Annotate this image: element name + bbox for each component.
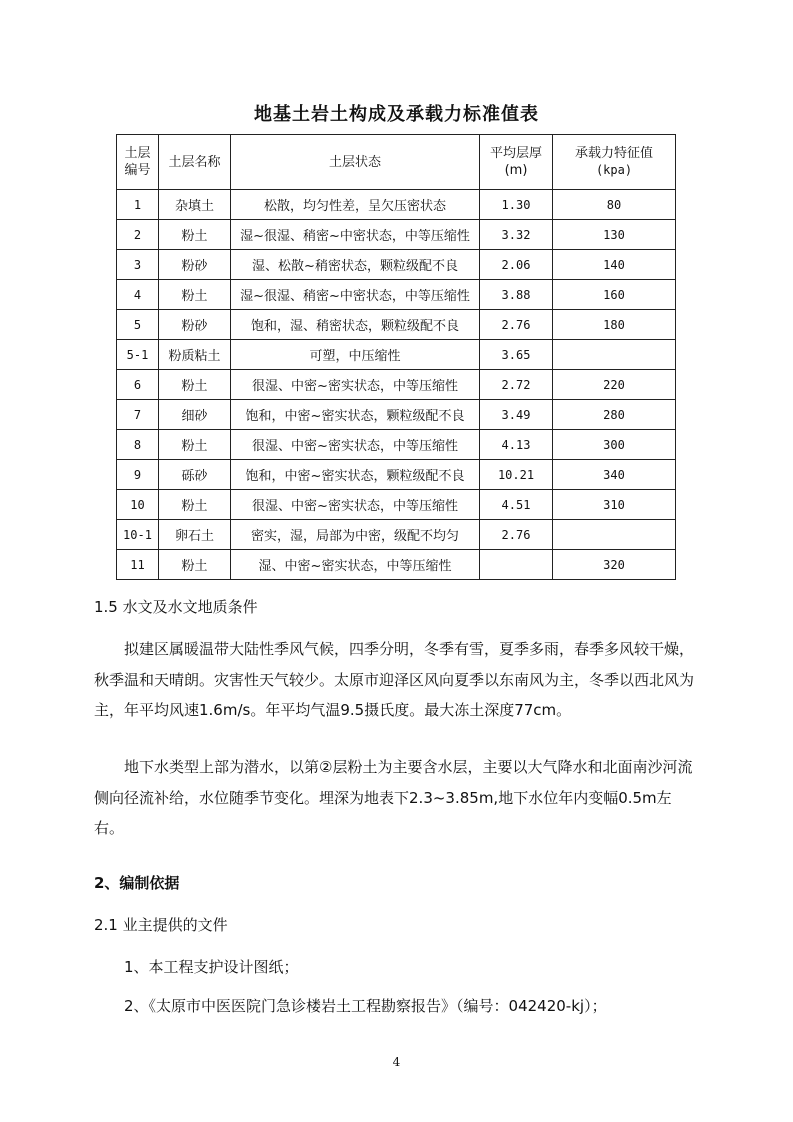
section-1-5-heading: 1.5 水文及水文地质条件 xyxy=(94,598,258,616)
table-row: 5 粉砂 饱和，湿、稍密状态，颗粒级配不良 2.76 180 xyxy=(117,310,676,340)
table-row: 5-1 粉质粘土 可塑，中压缩性 3.65 xyxy=(117,340,676,370)
header-bearing-capacity: 承载力特征值 (kpa) xyxy=(553,135,676,190)
table-row: 3 粉砂 湿、松散~稍密状态，颗粒级配不良 2.06 140 xyxy=(117,250,676,280)
soil-properties-table xyxy=(116,134,676,580)
reference-item-1: 1、本工程支护设计图纸； xyxy=(124,958,299,976)
table-row: 9 砾砂 饱和，中密~密实状态，颗粒级配不良 10.21 340 xyxy=(117,460,676,490)
table-title: 地基土岩土构成及承载力标准值表 xyxy=(254,104,539,125)
table-row: 1 杂填土 松散，均匀性差，呈欠压密状态 1.30 80 xyxy=(117,190,676,220)
table-row: 8 粉土 很湿、中密~密实状态，中等压缩性 4.13 300 xyxy=(117,430,676,460)
table-row: 2 粉土 湿~很湿、稍密~中密状态，中等压缩性 3.32 130 xyxy=(117,220,676,250)
table-header-row xyxy=(117,135,676,190)
header-layer-name: 土层名称 xyxy=(159,135,231,190)
page-number: 4 xyxy=(392,1055,401,1069)
reference-item-2: 2、《太原市中医医院门急诊楼岩土工程勘察报告》（编号：042420-kj）； xyxy=(124,997,607,1015)
table-row: 11 粉土 湿、中密~密实状态，中等压缩性 320 xyxy=(117,550,676,580)
header-layer-state: 土层状态 xyxy=(231,135,480,190)
table-row: 4 粉土 湿~很湿、稍密~中密状态，中等压缩性 3.88 160 xyxy=(117,280,676,310)
section-2-1-heading: 2.1 业主提供的文件 xyxy=(94,916,228,934)
table-row: 10 粉土 很湿、中密~密实状态，中等压缩性 4.51 310 xyxy=(117,490,676,520)
climate-paragraph: 拟建区属暖温带大陆性季风气候，四季分明，冬季有雪，夏季多雨，春季多风较干燥，秋季温和天晴朗。灾害性天气较少。太原市迎泽区风向夏季以东南风为主，冬季以西北风为主，年平均风速1.6m/s。年平均气温9.5摄氏度。最大冻土深度77cm。 xyxy=(94,640,695,719)
section-2-heading: 2、编制依据 xyxy=(94,874,180,892)
table-row: 10-1 卵石土 密实，湿，局部为中密，级配不均匀 2.76 xyxy=(117,520,676,550)
header-layer-no: 土层 编号 xyxy=(117,135,159,190)
groundwater-paragraph: 地下水类型上部为潜水，以第②层粉土为主要含水层，主要以大气降水和北面南沙河流侧向径流补给，水位随季节变化。埋深为地表下2.3~3.85m,地下水位年内变幅0.5m左右。 xyxy=(94,758,693,837)
table-row: 6 粉土 很湿、中密~密实状态，中等压缩性 2.72 220 xyxy=(117,370,676,400)
table-row: 7 细砂 饱和，中密~密实状态，颗粒级配不良 3.49 280 xyxy=(117,400,676,430)
header-avg-thickness: 平均层厚 (m) xyxy=(480,135,553,190)
